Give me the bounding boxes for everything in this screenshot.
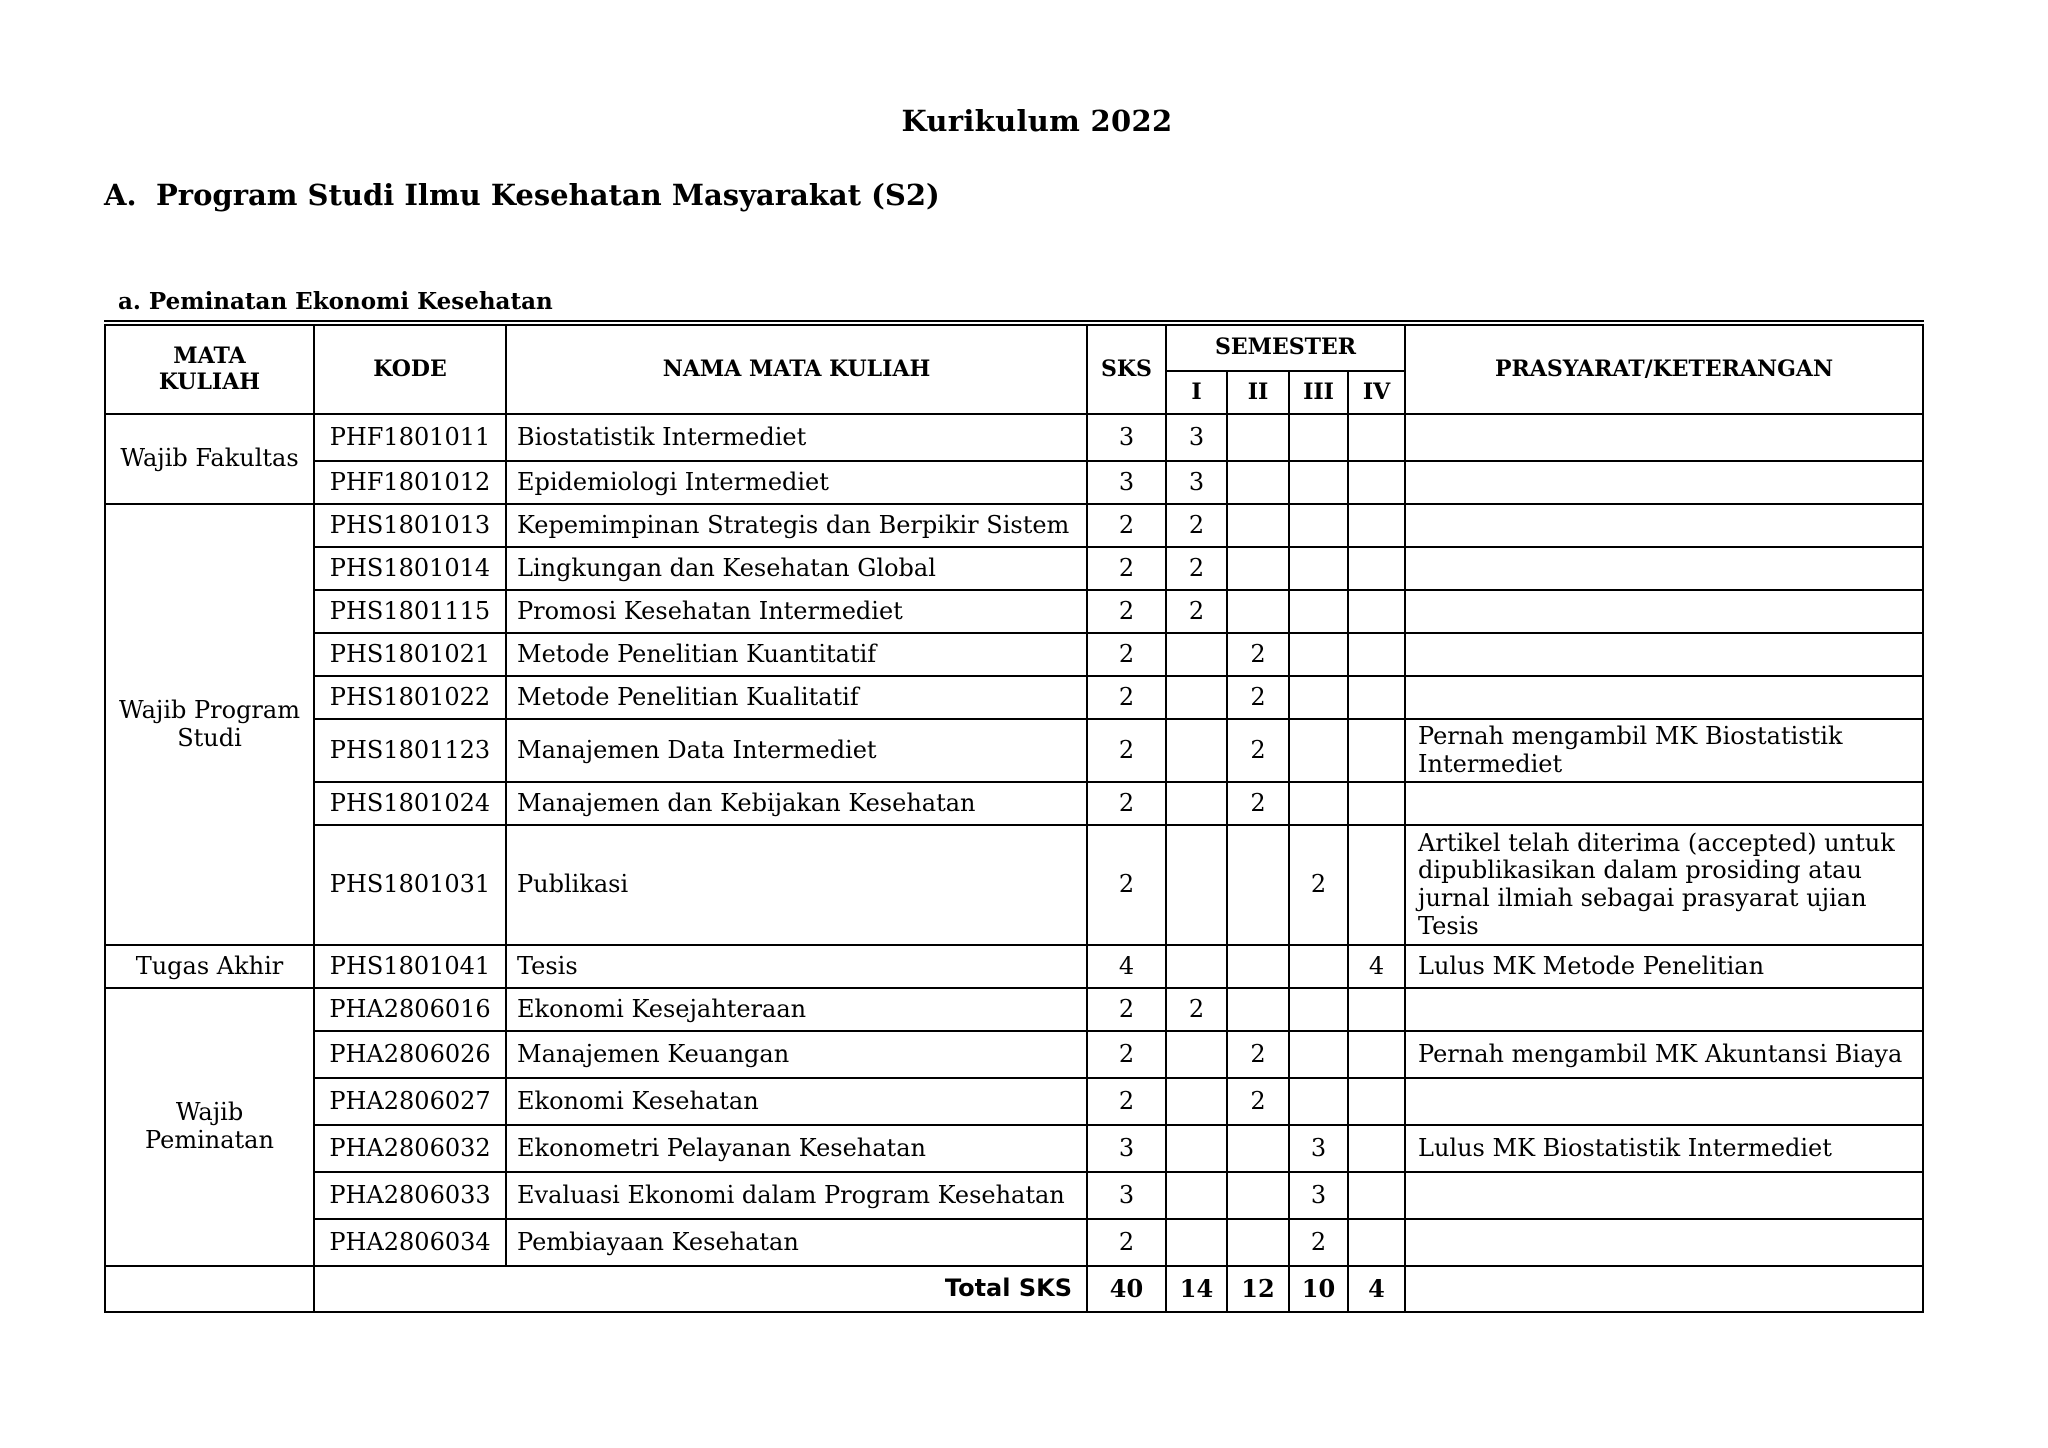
total-label: Total SKS	[314, 1266, 1087, 1312]
sem1-cell	[1166, 825, 1227, 945]
kode-cell: PHA2806032	[314, 1125, 506, 1172]
sem4-cell	[1348, 676, 1405, 719]
sem2-cell	[1227, 945, 1289, 988]
sks-cell: 3	[1087, 1172, 1166, 1219]
kode-cell: PHF1801011	[314, 414, 506, 461]
sem4-cell	[1348, 825, 1405, 945]
sem1-cell	[1166, 1078, 1227, 1125]
sem4-cell	[1348, 461, 1405, 504]
kode-cell: PHS1801014	[314, 547, 506, 590]
keterangan-cell	[1405, 414, 1923, 461]
sem2-cell	[1227, 504, 1289, 547]
sem4-cell	[1348, 782, 1405, 825]
keterangan-cell	[1405, 1172, 1923, 1219]
sem3-cell	[1289, 547, 1348, 590]
sem3-cell: 2	[1289, 1219, 1348, 1266]
sem4-cell	[1348, 547, 1405, 590]
sks-cell: 2	[1087, 504, 1166, 547]
nama-cell: Ekonometri Pelayanan Kesehatan	[506, 1125, 1087, 1172]
sem4-cell	[1348, 1031, 1405, 1078]
table-row	[105, 1125, 1923, 1172]
keterangan-cell	[1405, 547, 1923, 590]
nama-cell: Lingkungan dan Kesehatan Global	[506, 547, 1087, 590]
keterangan-cell	[1405, 676, 1923, 719]
sem2-cell	[1227, 825, 1289, 945]
sem2-cell: 2	[1227, 1031, 1289, 1078]
sem4-cell	[1348, 504, 1405, 547]
sem3-cell	[1289, 504, 1348, 547]
sks-cell: 2	[1087, 719, 1166, 782]
sks-cell: 3	[1087, 1125, 1166, 1172]
subsection-heading: a. Peminatan Ekonomi Kesehatan	[118, 288, 553, 315]
kode-cell: PHS1801021	[314, 633, 506, 676]
kode-cell: PHA2806034	[314, 1219, 506, 1266]
sem2-cell: 2	[1227, 676, 1289, 719]
table-row	[105, 504, 1923, 547]
nama-cell: Metode Penelitian Kualitatif	[506, 676, 1087, 719]
header-kode: KODE	[314, 323, 506, 414]
keterangan-cell	[1405, 1219, 1923, 1266]
keterangan-cell: Artikel telah diterima (accepted) untuk dipublikasikan dalam prosiding atau jurnal ilmiah sebagai prasyarat ujian Tesis	[1405, 825, 1923, 945]
sem3-cell	[1289, 988, 1348, 1031]
sem3-cell	[1289, 633, 1348, 676]
sem2-cell: 2	[1227, 782, 1289, 825]
sem2-cell: 2	[1227, 633, 1289, 676]
sks-cell: 2	[1087, 633, 1166, 676]
keterangan-cell	[1405, 782, 1923, 825]
total-row	[105, 1266, 1923, 1312]
sem3-cell	[1289, 676, 1348, 719]
sem4-cell	[1348, 1172, 1405, 1219]
sem4-cell	[1348, 988, 1405, 1031]
table-row	[105, 414, 1923, 461]
total-sem3: 10	[1289, 1266, 1348, 1312]
kode-cell: PHA2806016	[314, 988, 506, 1031]
sem1-cell: 2	[1166, 590, 1227, 633]
sem1-cell: 3	[1166, 414, 1227, 461]
header-sem-4: IV	[1348, 371, 1405, 414]
nama-cell: Manajemen Data Intermediet	[506, 719, 1087, 782]
category-cell: Wajib Peminatan	[105, 988, 314, 1266]
sem1-cell	[1166, 719, 1227, 782]
header-keterangan: PRASYARAT/KETERANGAN	[1405, 323, 1923, 414]
sem4-cell: 4	[1348, 945, 1405, 988]
category-cell: Tugas Akhir	[105, 945, 314, 988]
keterangan-cell: Pernah mengambil MK Akuntansi Biaya	[1405, 1031, 1923, 1078]
sem1-cell	[1166, 1031, 1227, 1078]
sks-cell: 2	[1087, 782, 1166, 825]
sks-cell: 2	[1087, 676, 1166, 719]
table-row	[105, 633, 1923, 676]
kode-cell: PHS1801123	[314, 719, 506, 782]
header-sem-3: III	[1289, 371, 1348, 414]
section-title: Program Studi Ilmu Kesehatan Masyarakat (S2)	[156, 178, 940, 212]
kode-cell: PHA2806027	[314, 1078, 506, 1125]
sem4-cell	[1348, 719, 1405, 782]
table-row	[105, 676, 1923, 719]
sks-cell: 2	[1087, 590, 1166, 633]
sem3-cell	[1289, 782, 1348, 825]
sem2-cell	[1227, 547, 1289, 590]
nama-cell: Ekonomi Kesejahteraan	[506, 988, 1087, 1031]
keterangan-cell: Pernah mengambil MK Biostatistik Intermediet	[1405, 719, 1923, 782]
table-row	[105, 782, 1923, 825]
sem1-cell	[1166, 633, 1227, 676]
sem1-cell	[1166, 1125, 1227, 1172]
keterangan-cell: Lulus MK Metode Penelitian	[1405, 945, 1923, 988]
header-sks: SKS	[1087, 323, 1166, 414]
sem1-cell	[1166, 782, 1227, 825]
sem4-cell	[1348, 1219, 1405, 1266]
keterangan-cell	[1405, 1078, 1923, 1125]
sks-cell: 4	[1087, 945, 1166, 988]
nama-cell: Metode Penelitian Kuantitatif	[506, 633, 1087, 676]
sem3-cell: 2	[1289, 825, 1348, 945]
table-row	[105, 1172, 1923, 1219]
sem1-cell: 2	[1166, 504, 1227, 547]
keterangan-cell: Lulus MK Biostatistik Intermediet	[1405, 1125, 1923, 1172]
sem3-cell	[1289, 1031, 1348, 1078]
nama-cell: Manajemen Keuangan	[506, 1031, 1087, 1078]
kode-cell: PHA2806026	[314, 1031, 506, 1078]
total-sem2: 12	[1227, 1266, 1289, 1312]
sks-cell: 2	[1087, 988, 1166, 1031]
kode-cell: PHF1801012	[314, 461, 506, 504]
kode-cell: PHS1801013	[314, 504, 506, 547]
sks-cell: 3	[1087, 414, 1166, 461]
sem4-cell	[1348, 590, 1405, 633]
nama-cell: Pembiayaan Kesehatan	[506, 1219, 1087, 1266]
keterangan-cell	[1405, 633, 1923, 676]
header-mata-kuliah: MATA KULIAH	[105, 323, 314, 414]
sem1-cell	[1166, 676, 1227, 719]
sem3-cell	[1289, 1078, 1348, 1125]
total-empty-cell	[105, 1266, 314, 1312]
sem1-cell	[1166, 1172, 1227, 1219]
sem2-cell	[1227, 1219, 1289, 1266]
kode-cell: PHS1801022	[314, 676, 506, 719]
sks-cell: 2	[1087, 825, 1166, 945]
sem2-cell	[1227, 461, 1289, 504]
header-semester: SEMESTER	[1166, 323, 1405, 371]
table-row	[105, 825, 1923, 945]
table-row	[105, 1219, 1923, 1266]
header-nama: NAMA MATA KULIAH	[506, 323, 1087, 414]
keterangan-cell	[1405, 590, 1923, 633]
nama-cell: Kepemimpinan Strategis dan Berpikir Sistem	[506, 504, 1087, 547]
nama-cell: Ekonomi Kesehatan	[506, 1078, 1087, 1125]
sks-cell: 2	[1087, 1031, 1166, 1078]
sem3-cell	[1289, 414, 1348, 461]
sem3-cell: 3	[1289, 1125, 1348, 1172]
sem3-cell	[1289, 945, 1348, 988]
sks-cell: 3	[1087, 461, 1166, 504]
nama-cell: Promosi Kesehatan Intermediet	[506, 590, 1087, 633]
sem2-cell	[1227, 414, 1289, 461]
nama-cell: Evaluasi Ekonomi dalam Program Kesehatan	[506, 1172, 1087, 1219]
kode-cell: PHS1801041	[314, 945, 506, 988]
nama-cell: Manajemen dan Kebijakan Kesehatan	[506, 782, 1087, 825]
header-sem-2: II	[1227, 371, 1289, 414]
sem4-cell	[1348, 414, 1405, 461]
table-row	[105, 590, 1923, 633]
section-heading	[104, 178, 940, 212]
document-title: Kurikulum 2022	[901, 104, 1173, 138]
sem2-cell: 2	[1227, 719, 1289, 782]
keterangan-cell	[1405, 461, 1923, 504]
keterangan-cell	[1405, 504, 1923, 547]
nama-cell: Tesis	[506, 945, 1087, 988]
header-sem-1: I	[1166, 371, 1227, 414]
sem1-cell	[1166, 1219, 1227, 1266]
keterangan-cell	[1405, 988, 1923, 1031]
table-row	[105, 719, 1923, 782]
sem1-cell: 2	[1166, 988, 1227, 1031]
sem1-cell: 3	[1166, 461, 1227, 504]
sem2-cell	[1227, 590, 1289, 633]
sem4-cell	[1348, 1078, 1405, 1125]
sem3-cell	[1289, 590, 1348, 633]
sem1-cell	[1166, 945, 1227, 988]
total-sem1: 14	[1166, 1266, 1227, 1312]
sem1-cell: 2	[1166, 547, 1227, 590]
total-sem4: 4	[1348, 1266, 1405, 1312]
kode-cell: PHS1801024	[314, 782, 506, 825]
category-cell: Wajib Program Studi	[105, 504, 314, 945]
sem4-cell	[1348, 633, 1405, 676]
nama-cell: Epidemiologi Intermediet	[506, 461, 1087, 504]
kode-cell: PHA2806033	[314, 1172, 506, 1219]
sem2-cell	[1227, 1125, 1289, 1172]
category-cell: Wajib Fakultas	[105, 414, 314, 504]
sem2-cell: 2	[1227, 1078, 1289, 1125]
sem2-cell	[1227, 988, 1289, 1031]
kode-cell: PHS1801031	[314, 825, 506, 945]
nama-cell: Publikasi	[506, 825, 1087, 945]
table-row	[105, 1031, 1923, 1078]
total-sks: 40	[1087, 1266, 1166, 1312]
table-row	[105, 461, 1923, 504]
table-row	[105, 988, 1923, 1031]
sks-cell: 2	[1087, 1219, 1166, 1266]
sem3-cell: 3	[1289, 1172, 1348, 1219]
total-keterangan-cell	[1405, 1266, 1923, 1312]
curriculum-table	[104, 320, 1924, 1313]
kode-cell: PHS1801115	[314, 590, 506, 633]
sks-cell: 2	[1087, 547, 1166, 590]
table-row	[105, 945, 1923, 988]
table-row	[105, 1078, 1923, 1125]
section-letter: A.	[104, 178, 137, 212]
sem3-cell	[1289, 719, 1348, 782]
sem2-cell	[1227, 1172, 1289, 1219]
sks-cell: 2	[1087, 1078, 1166, 1125]
sem3-cell	[1289, 461, 1348, 504]
nama-cell: Biostatistik Intermediet	[506, 414, 1087, 461]
table-row	[105, 547, 1923, 590]
sem4-cell	[1348, 1125, 1405, 1172]
